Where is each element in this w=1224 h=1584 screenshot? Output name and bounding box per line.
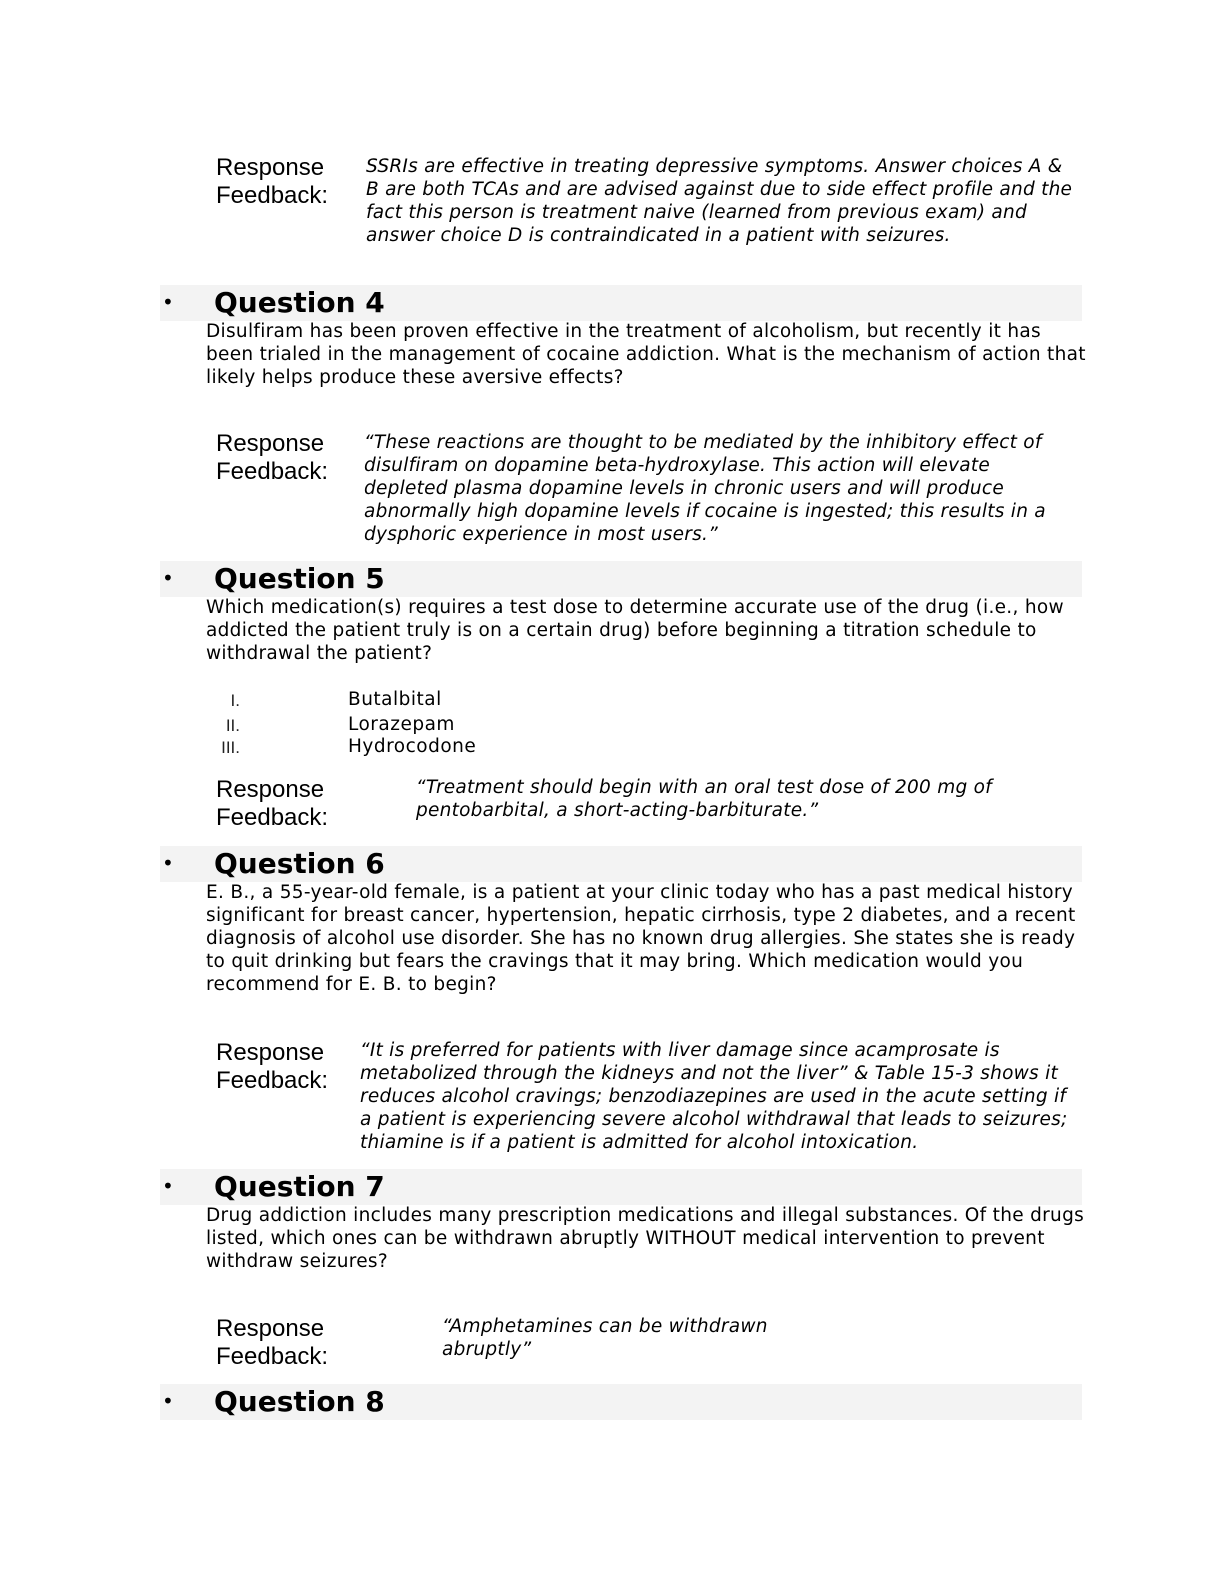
question-body: E. B., a 55-year-old female, is a patient at your clinic today who has a past medical history significant for breast cancer, hypertension, hepatic cirrhosis, type 2 diabetes, and a recent diagnosis of alcohol use disorder. She has no known drug allergies. She states she is ready to quit drinking but fears the cravings that it may bring. Which medication would you recommend for E. B. to begin? [206,882,1076,995]
bullet: • [162,851,174,875]
question-title: Question 5 [214,562,385,595]
feedback-label-line1: Response [216,430,325,457]
feedback-text: “Treatment should begin with an oral test dose of 200 mg of pentobarbital, a short-acting-barbiturate.” [416,777,992,821]
question-body: Disulfiram has been proven effective in the treatment of alcoholism, but recently it has been trialed in the management of cocaine addiction. What is the mechanism of action that likely helps produce these aversive effects? [206,321,1086,388]
feedback-label [216,430,356,486]
question-title: Question 4 [214,286,385,319]
question-body: Which medication(s) requires a test dose to determine accurate use of the drug (i.e., how addicted the patient truly is on a certain drug) before beginning a titration schedule to withdrawal the patient? [206,597,1064,664]
option-text: Butalbital [348,689,442,710]
feedback-label [216,1039,356,1095]
feedback-text: “These reactions are thought to be mediated by the inhibitory effect of disulfiram on dopamine beta-hydroxylase. This action will elevate depleted plasma dopamine levels in chronic users and will produce abnormally high dopamine levels if cocaine is ingested; this results in a dysphoric experience in most users.” [364,432,1046,545]
feedback-text-q3: SSRIs are effective in treating depressive symptoms. Answer choices A & B are both TCAs and are advised against due to side effect profile and the fact this person is treatment naive (learned from previous exam) and answer choice D is contraindicated in a patient with seizures. [366,156,1073,246]
option-number: III. [221,738,240,757]
feedback-text: “It is preferred for patients with liver damage since acamprosate is metabolized through the kidneys and not the liver” & Table 15-3 shows it reduces alcohol cravings; benzodiazepines are used in the acute setting if a patient is experiencing severe alcohol withdrawal that leads to seizures; thiamine is if a patient is admitted for alcohol intoxication. [360,1040,1068,1153]
feedback-label [216,776,356,832]
feedback-label-line2: Feedback: [216,458,329,485]
feedback-label-line1: Response [216,154,325,181]
feedback-label-line2: Feedback: [216,182,329,209]
feedback-label-line1: Response [216,776,325,803]
bullet: • [162,566,174,590]
question-body: Drug addiction includes many prescription medications and illegal substances. Of the drugs listed, which ones can be withdrawn abruptly WITHOUT medical intervention to prevent withdraw seizures? [206,1205,1085,1272]
bullet: • [162,290,174,314]
feedback-label-line1: Response [216,1039,325,1066]
feedback-text: “Amphetamines can be withdrawn abruptly” [442,1316,768,1360]
option-number: II. [225,716,240,735]
question-title: Question 6 [214,847,385,880]
question-title: Question 7 [214,1170,385,1203]
bullet: • [162,1389,174,1413]
feedback-label-line2: Feedback: [216,804,329,831]
option-text: Hydrocodone [348,736,477,757]
feedback-label-line2: Feedback: [216,1343,329,1370]
question-title: Question 8 [214,1385,385,1418]
feedback-label-line1: Response [216,1315,325,1342]
feedback-label [216,1315,356,1371]
bullet: • [162,1174,174,1198]
option-number: I. [230,691,240,710]
option-text: Lorazepam [348,714,455,735]
feedback-label-line2: Feedback: [216,1067,329,1094]
feedback-label [216,154,356,210]
